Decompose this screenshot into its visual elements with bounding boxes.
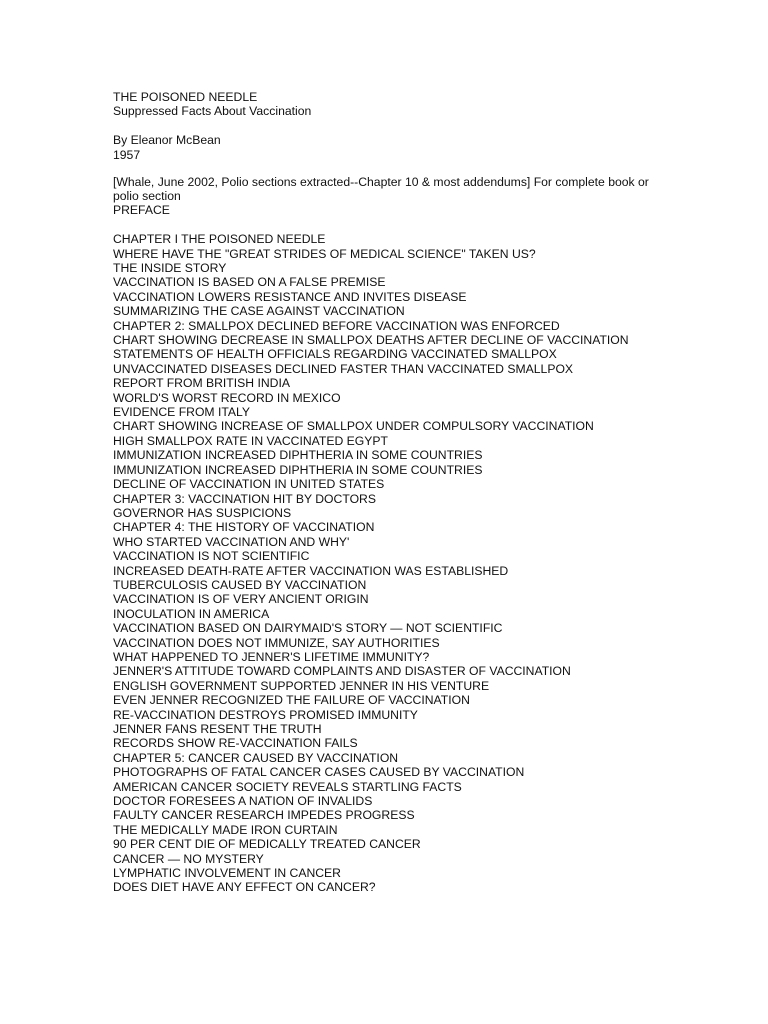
toc-entry: LYMPHATIC INVOLVEMENT IN CANCER: [113, 866, 341, 881]
toc-entry: UNVACCINATED DISEASES DECLINED FASTER THAN VACCINATED SMALLPOX: [113, 361, 574, 376]
toc-entry: DECLINE OF VACCINATION IN UNITED STATES: [113, 477, 385, 492]
toc-entry: WHERE HAVE THE "GREAT STRIDES OF MEDICAL SCIENCE" TAKEN US?: [113, 246, 536, 261]
toc-entry: RECORDS SHOW RE-VACCINATION FAILS: [113, 736, 358, 751]
toc-entry: REPORT FROM BRITISH INDIA: [113, 376, 290, 391]
toc-entry: FAULTY CANCER RESEARCH IMPEDES PROGRESS: [113, 808, 415, 823]
toc-entry: DOES DIET HAVE ANY EFFECT ON CANCER?: [113, 880, 376, 895]
toc-entry: WHO STARTED VACCINATION AND WHY': [113, 534, 350, 549]
toc-entry: RE-VACCINATION DESTROYS PROMISED IMMUNITY: [113, 707, 418, 722]
toc-entry: JENNER FANS RESENT THE TRUTH: [113, 722, 322, 737]
toc-entry: CHAPTER 3: VACCINATION HIT BY DOCTORS: [113, 491, 376, 506]
toc-entry: CHAPTER 4: THE HISTORY OF VACCINATION: [113, 520, 375, 535]
toc-entry: PHOTOGRAPHS OF FATAL CANCER CASES CAUSED BY VACCINATION: [113, 765, 525, 780]
toc-entry: VACCINATION IS BASED ON A FALSE PREMISE: [113, 275, 386, 290]
toc-entry: CHAPTER I THE POISONED NEEDLE: [113, 232, 326, 247]
toc-entry: VACCINATION LOWERS RESISTANCE AND INVITES DISEASE: [113, 289, 467, 304]
toc-entry: CHAPTER 5: CANCER CAUSED BY VACCINATION: [113, 750, 399, 765]
toc-entry: VACCINATION IS NOT SCIENTIFIC: [113, 549, 310, 564]
preface-heading: PREFACE: [113, 203, 170, 218]
toc-entry: STATEMENTS OF HEALTH OFFICIALS REGARDING VACCINATED SMALLPOX: [113, 347, 557, 362]
author-line: By Eleanor McBean: [113, 133, 221, 148]
document-subtitle: Suppressed Facts About Vaccination: [113, 104, 312, 119]
toc-entry: ENGLISH GOVERNMENT SUPPORTED JENNER IN HIS VENTURE: [113, 678, 490, 693]
toc-entry: EVIDENCE FROM ITALY: [113, 405, 251, 420]
spacer: [113, 162, 673, 176]
toc-entry: TUBERCULOSIS CAUSED BY VACCINATION: [113, 577, 367, 592]
toc-entry: VACCINATION BASED ON DAIRYMAID'S STORY — NOT SCIENTIFIC: [113, 621, 503, 636]
toc-entry: IMMUNIZATION INCREASED DIPHTHERIA IN SOME COUNTRIES: [113, 448, 483, 463]
year-line: 1957: [113, 147, 141, 162]
document-title: THE POISONED NEEDLE: [113, 90, 258, 104]
toc-entry: THE INSIDE STORY: [113, 261, 227, 276]
table-of-contents: [113, 232, 673, 895]
toc-entry: AMERICAN CANCER SOCIETY REVEALS STARTLING FACTS: [113, 779, 462, 794]
toc-entry: WORLD'S WORST RECORD IN MEXICO: [113, 390, 341, 405]
toc-entry: EVEN JENNER RECOGNIZED THE FAILURE OF VACCINATION: [113, 693, 470, 708]
toc-entry: CHART SHOWING DECREASE IN SMALLPOX DEATHS AFTER DECLINE OF VACCINATION: [113, 333, 629, 348]
toc-entry: JENNER'S ATTITUDE TOWARD COMPLAINTS AND DISASTER OF VACCINATION: [113, 664, 571, 679]
toc-entry: WHAT HAPPENED TO JENNER'S LIFETIME IMMUNITY?: [113, 649, 430, 664]
toc-entry: SUMMARIZING THE CASE AGAINST VACCINATION: [113, 304, 405, 319]
toc-entry: CANCER — NO MYSTERY: [113, 851, 264, 866]
toc-entry: IMMUNIZATION INCREASED DIPHTHERIA IN SOME COUNTRIES: [113, 462, 483, 477]
toc-entry: CHART SHOWING INCREASE OF SMALLPOX UNDER COMPULSORY VACCINATION: [113, 419, 594, 434]
toc-entry: CHAPTER 2: SMALLPOX DECLINED BEFORE VACCINATION WAS ENFORCED: [113, 318, 560, 333]
spacer: [113, 218, 673, 232]
toc-entry: DOCTOR FORESEES A NATION OF INVALIDS: [113, 794, 373, 809]
toc-entry: GOVERNOR HAS SUSPICIONS: [113, 505, 292, 520]
toc-entry: INOCULATION IN AMERICA: [113, 606, 270, 621]
toc-entry: HIGH SMALLPOX RATE IN VACCINATED EGYPT: [113, 433, 388, 448]
spacer: [113, 119, 673, 133]
toc-entry: VACCINATION DOES NOT IMMUNIZE, SAY AUTHORITIES: [113, 635, 440, 650]
toc-entry: VACCINATION IS OF VERY ANCIENT ORIGIN: [113, 592, 369, 607]
toc-entry: INCREASED DEATH-RATE AFTER VACCINATION WAS ESTABLISHED: [113, 563, 509, 578]
toc-entry: THE MEDICALLY MADE IRON CURTAIN: [113, 822, 338, 837]
document-page: [113, 90, 673, 895]
editor-note: [Whale, June 2002, Polio sections extracted--Chapter 10 & most addendums] For complete book or polio section: [113, 175, 649, 203]
toc-entry: 90 PER CENT DIE OF MEDICALLY TREATED CANCER: [113, 837, 421, 852]
